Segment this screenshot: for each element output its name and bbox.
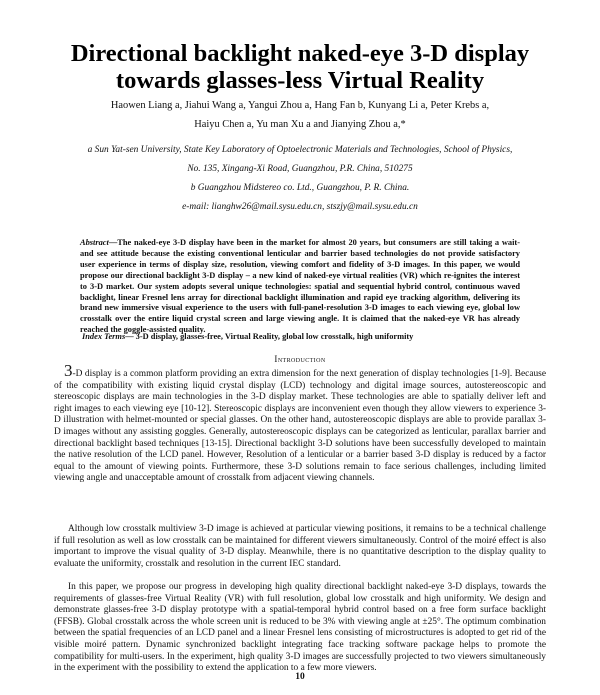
abstract-text: —The naked-eye 3-D display have been in the market for almost 20 years, but consumers are still taking a wait-and see attitude because the existing conventional lenticular and barrier based technologies do not provide satisfactory user experience in terms of display size, resolution, viewing comfort and fidelity of 3-D images. In this paper, we would propose our directional backlight 3-D display – a new kind of naked-eye virtual realities (VR) which re-ignites the interest to 3-D market. Our system adopts several unique technologies: spatial and sequential hybrid control, continuous waved backlight, linear Fresnel lens array for directional backlight illumination and rapid eye tracking algorithm, delivering its brand new immersive visual experience to the users with full-panel-resolution 3-D images to each viewing eye, global low crosstalk over the entire liquid crystal screen and large viewing angle. It is claimed that the naked-eye VR has already reached the goggle-assisted quality.	[80, 238, 520, 335]
index-terms-lead: Index Terms	[82, 332, 126, 341]
abstract-lead: Abstract	[80, 238, 109, 247]
title-line-2: towards glasses-less Virtual Reality	[115, 67, 485, 94]
intro-paragraph-2: Although low crosstalk multiview 3-D image is achieved at particular viewing positions, it remains to be a technical challenge if full resolution as well as low crosstalk can be maintained for different viewers simultaneously. Control of the moiré effect is also important to improve the visual quality of 3-D display. Meanwhile, there is no quantitative description to the display quality to evaluate the uniformity, crosstalk and resolution in the current IEC standard.	[54, 524, 546, 569]
intro-paragraph-1	[54, 361, 546, 485]
drop-cap: 3	[64, 361, 73, 380]
index-terms-text: — 3-D display, glasses-free, Virtual Reality, global low crosstalk, high uniformity	[125, 332, 414, 341]
intro-paragraph-3: In this paper, we propose our progress in developing high quality directional backlight naked-eye 3-D displays, towards the requirements of glasses-free Virtual Reality (VR) with full resolution, global low crosstalk and high uniformity. We design and demonstrate glasses-free 3-D display prototype with a spatial-temporal hybrid control based on a free form surface backlight (FFSB). Global crosstalk across the whole screen unit is reduced to be 3% with viewing angle at ±25°. The optimum combination between the spatial frequencies of an LCD panel and a linear Fresnel lens consisting of microstructures is adopted to get rid of the visible moiré pattern. Dynamic synchronized backlight integrating face tracking software package helps to promote the compatibility for multi-users. In the experiment, high quality 3-D images are successfully projected to two viewers simultaneously in the experiment with the possibility to extend the application to a few more viewers.	[54, 582, 546, 674]
page-number: 10	[295, 672, 305, 682]
affiliation-line-3: b Guangzhou Midstereo co. Ltd., Guangzhou, P. R. China.	[190, 183, 410, 193]
section-heading-introduction: Introduction	[274, 354, 326, 364]
authors-line-1: Haowen Liang a, Jiahui Wang a, Yangui Zhou a, Hang Fan b, Kunyang Li a, Peter Krebs a,	[110, 100, 490, 111]
authors-line-2: Haiyu Chen a, Yu man Xu a and Jianying Zhou a,*	[194, 119, 406, 130]
title-line-1: Directional backlight naked-eye 3-D display	[70, 40, 530, 67]
index-terms	[82, 331, 522, 342]
paragraph-1-text: -D display is a common platform providing an extra dimension for the next generation of display technologies [1-9]. Because of the compatibility with existing liquid crystal display (LCD) technology and digital image sources, autostereoscopic and stereoscopic displays are main technologies in the 3-D display market. These technologies are able to spatially deliver left and right images to each viewing eye [10-12]. Stereoscopic displays are inconvenient even though they allow viewers to experience 3-D illustration with helmet-mounted or special glasses. On the other hand, autostereoscopic displays are able to provide parallax 3-D images without any assisting goggles. Generally, autostereoscopic displays can be categorized as lenticular, parallax barrier and directional backlight based techniques [13-15]. Directional backlight 3-D solutions have been successfully developed to maintain the native resolution of the LCD panel. However, Resolution of a lenticular or a barrier based 3-D display is reduced by a factor equal to the amount of viewing points. Furthermore, these 3-D solutions remain to face serious challenges, including limited viewing angle and unacceptable amount of crosstalk from adjacent viewing channels.	[54, 369, 546, 484]
paper-title	[40, 40, 560, 94]
affiliations	[30, 141, 570, 217]
abstract	[80, 238, 520, 336]
affiliation-email: e-mail: lianghw26@mail.sysu.edu.cn, stszjy@mail.sysu.edu.cn	[182, 202, 418, 212]
affiliation-line-1: a Sun Yat-sen University, State Key Laboratory of Optoelectronic Materials and Technologies, School of Physics,	[87, 145, 513, 155]
affiliation-line-2: No. 135, Xingang-Xi Road, Guangzhou, P.R. China, 510275	[187, 164, 413, 174]
author-list	[40, 96, 560, 134]
